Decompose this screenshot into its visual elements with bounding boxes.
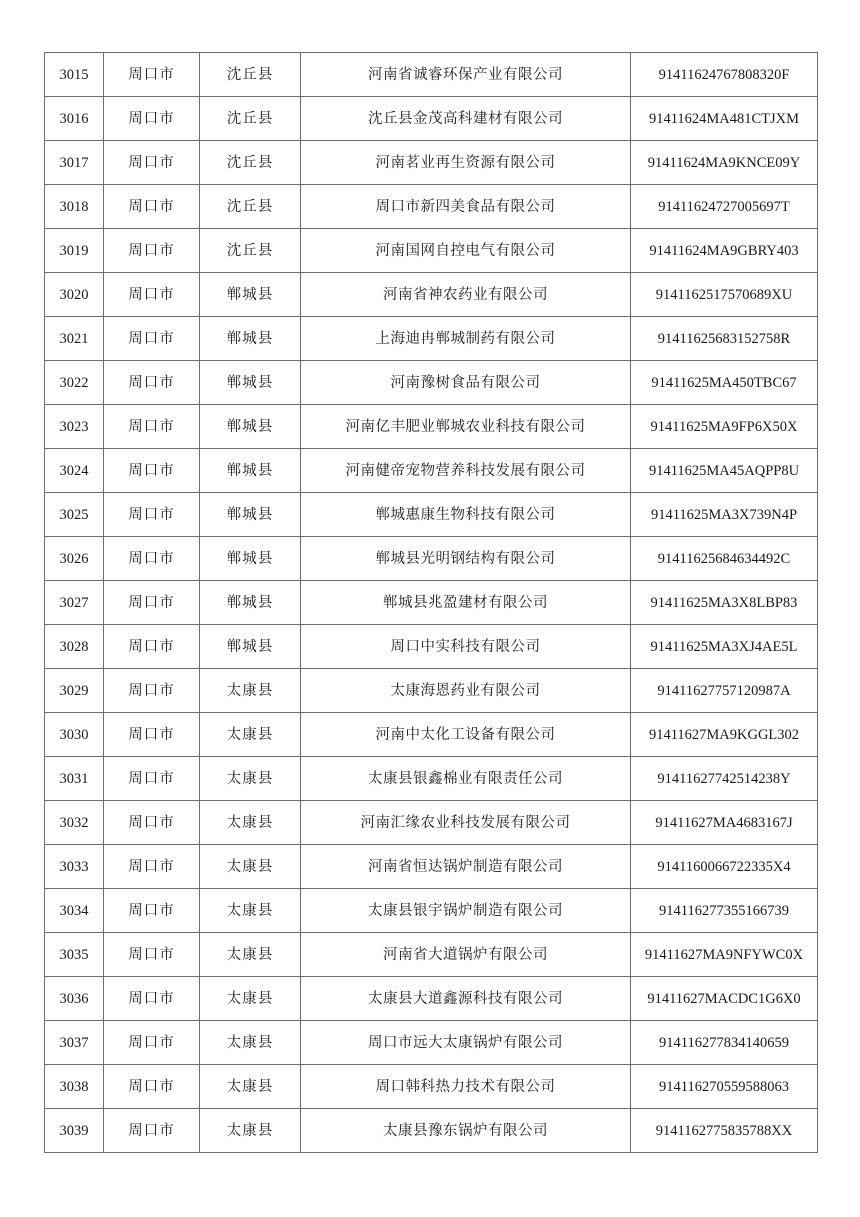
city-cell: 周口市: [104, 185, 200, 229]
company-name-cell: 河南亿丰肥业郸城农业科技有限公司: [301, 405, 631, 449]
table-row: [45, 53, 818, 97]
county-cell: 郸城县: [200, 449, 301, 493]
table-row: [45, 229, 818, 273]
county-cell: 沈丘县: [200, 53, 301, 97]
city-cell: 周口市: [104, 581, 200, 625]
county-cell: 郸城县: [200, 361, 301, 405]
company-name-cell: 郸城县兆盈建材有限公司: [301, 581, 631, 625]
serial-number-cell: 3034: [45, 889, 104, 933]
city-cell: 周口市: [104, 273, 200, 317]
credit-code-cell: 9141162775835788XX: [631, 1109, 818, 1153]
county-cell: 沈丘县: [200, 97, 301, 141]
table-row: [45, 977, 818, 1021]
credit-code-cell: 91411627MACDC1G6X0: [631, 977, 818, 1021]
company-name-cell: 太康县银鑫棉业有限责任公司: [301, 757, 631, 801]
company-name-cell: 太康县银宇锅炉制造有限公司: [301, 889, 631, 933]
credit-code-cell: 914116270559588063: [631, 1065, 818, 1109]
credit-code-cell: 91411625MA3X739N4P: [631, 493, 818, 537]
serial-number-cell: 3027: [45, 581, 104, 625]
serial-number-cell: 3023: [45, 405, 104, 449]
table-row: [45, 1021, 818, 1065]
table-row: [45, 801, 818, 845]
city-cell: 周口市: [104, 757, 200, 801]
credit-code-cell: 91411625MA9FP6X50X: [631, 405, 818, 449]
table-row: [45, 581, 818, 625]
serial-number-cell: 3026: [45, 537, 104, 581]
company-name-cell: 河南健帝宠物营养科技发展有限公司: [301, 449, 631, 493]
county-cell: 太康县: [200, 845, 301, 889]
credit-code-cell: 914116277355166739: [631, 889, 818, 933]
table-row: [45, 317, 818, 361]
credit-code-cell: 91411625683152758R: [631, 317, 818, 361]
serial-number-cell: 3036: [45, 977, 104, 1021]
serial-number-cell: 3030: [45, 713, 104, 757]
city-cell: 周口市: [104, 405, 200, 449]
city-cell: 周口市: [104, 669, 200, 713]
serial-number-cell: 3018: [45, 185, 104, 229]
table-row: [45, 845, 818, 889]
enterprise-table: [44, 52, 818, 1153]
company-name-cell: 沈丘县金茂高科建材有限公司: [301, 97, 631, 141]
credit-code-cell: 91411624MA9KNCE09Y: [631, 141, 818, 185]
company-name-cell: 郸城县光明钢结构有限公司: [301, 537, 631, 581]
table-body: [45, 53, 818, 1153]
credit-code-cell: 91411627MA4683167J: [631, 801, 818, 845]
city-cell: 周口市: [104, 977, 200, 1021]
serial-number-cell: 3024: [45, 449, 104, 493]
company-name-cell: 河南中太化工设备有限公司: [301, 713, 631, 757]
county-cell: 沈丘县: [200, 141, 301, 185]
company-name-cell: 周口中实科技有限公司: [301, 625, 631, 669]
credit-code-cell: 91411627757120987A: [631, 669, 818, 713]
table-row: [45, 185, 818, 229]
city-cell: 周口市: [104, 889, 200, 933]
county-cell: 郸城县: [200, 405, 301, 449]
company-name-cell: 河南省神农药业有限公司: [301, 273, 631, 317]
credit-code-cell: 91411625MA3XJ4AE5L: [631, 625, 818, 669]
company-name-cell: 周口市远大太康锅炉有限公司: [301, 1021, 631, 1065]
table-row: [45, 273, 818, 317]
credit-code-cell: 914116277834140659: [631, 1021, 818, 1065]
company-name-cell: 河南省恒达锅炉制造有限公司: [301, 845, 631, 889]
city-cell: 周口市: [104, 537, 200, 581]
county-cell: 郸城县: [200, 493, 301, 537]
credit-code-cell: 9141162517570689XU: [631, 273, 818, 317]
table-row: [45, 537, 818, 581]
table-row: [45, 449, 818, 493]
serial-number-cell: 3020: [45, 273, 104, 317]
county-cell: 太康县: [200, 1065, 301, 1109]
credit-code-cell: 91411625MA3X8LBP83: [631, 581, 818, 625]
county-cell: 太康县: [200, 757, 301, 801]
serial-number-cell: 3016: [45, 97, 104, 141]
serial-number-cell: 3022: [45, 361, 104, 405]
table-row: [45, 757, 818, 801]
county-cell: 郸城县: [200, 317, 301, 361]
county-cell: 太康县: [200, 669, 301, 713]
company-name-cell: 河南省诚睿环保产业有限公司: [301, 53, 631, 97]
serial-number-cell: 3029: [45, 669, 104, 713]
credit-code-cell: 91411627MA9KGGL302: [631, 713, 818, 757]
city-cell: 周口市: [104, 1065, 200, 1109]
serial-number-cell: 3039: [45, 1109, 104, 1153]
credit-code-cell: 91411625684634492C: [631, 537, 818, 581]
serial-number-cell: 3033: [45, 845, 104, 889]
serial-number-cell: 3032: [45, 801, 104, 845]
serial-number-cell: 3038: [45, 1065, 104, 1109]
city-cell: 周口市: [104, 1109, 200, 1153]
county-cell: 郸城县: [200, 581, 301, 625]
credit-code-cell: 91411627742514238Y: [631, 757, 818, 801]
credit-code-cell: 91411627MA9NFYWC0X: [631, 933, 818, 977]
serial-number-cell: 3031: [45, 757, 104, 801]
table-row: [45, 493, 818, 537]
serial-number-cell: 3025: [45, 493, 104, 537]
city-cell: 周口市: [104, 933, 200, 977]
serial-number-cell: 3037: [45, 1021, 104, 1065]
table-row: [45, 141, 818, 185]
company-name-cell: 郸城惠康生物科技有限公司: [301, 493, 631, 537]
city-cell: 周口市: [104, 845, 200, 889]
credit-code-cell: 91411624767808320F: [631, 53, 818, 97]
serial-number-cell: 3021: [45, 317, 104, 361]
city-cell: 周口市: [104, 229, 200, 273]
table-row: [45, 405, 818, 449]
company-name-cell: 河南汇缘农业科技发展有限公司: [301, 801, 631, 845]
credit-code-cell: 91411624MA9GBRY403: [631, 229, 818, 273]
city-cell: 周口市: [104, 1021, 200, 1065]
company-name-cell: 周口市新四美食品有限公司: [301, 185, 631, 229]
serial-number-cell: 3028: [45, 625, 104, 669]
county-cell: 太康县: [200, 1021, 301, 1065]
table-row: [45, 889, 818, 933]
city-cell: 周口市: [104, 449, 200, 493]
table-row: [45, 713, 818, 757]
county-cell: 太康县: [200, 801, 301, 845]
table-row: [45, 625, 818, 669]
city-cell: 周口市: [104, 317, 200, 361]
city-cell: 周口市: [104, 801, 200, 845]
company-name-cell: 河南茗业再生资源有限公司: [301, 141, 631, 185]
county-cell: 郸城县: [200, 273, 301, 317]
serial-number-cell: 3019: [45, 229, 104, 273]
city-cell: 周口市: [104, 713, 200, 757]
company-name-cell: 周口韩科热力技术有限公司: [301, 1065, 631, 1109]
company-name-cell: 太康海恩药业有限公司: [301, 669, 631, 713]
county-cell: 郸城县: [200, 625, 301, 669]
table-row: [45, 933, 818, 977]
credit-code-cell: 91411624MA481CTJXM: [631, 97, 818, 141]
table-row: [45, 361, 818, 405]
county-cell: 沈丘县: [200, 185, 301, 229]
city-cell: 周口市: [104, 53, 200, 97]
table-row: [45, 1065, 818, 1109]
credit-code-cell: 9141160066722335X4: [631, 845, 818, 889]
serial-number-cell: 3017: [45, 141, 104, 185]
company-name-cell: 河南国网自控电气有限公司: [301, 229, 631, 273]
city-cell: 周口市: [104, 493, 200, 537]
serial-number-cell: 3035: [45, 933, 104, 977]
table-row: [45, 97, 818, 141]
county-cell: 太康县: [200, 1109, 301, 1153]
table-row: [45, 1109, 818, 1153]
city-cell: 周口市: [104, 625, 200, 669]
company-name-cell: 太康县豫东锅炉有限公司: [301, 1109, 631, 1153]
city-cell: 周口市: [104, 361, 200, 405]
table-row: [45, 669, 818, 713]
county-cell: 太康县: [200, 933, 301, 977]
credit-code-cell: 91411625MA45AQPP8U: [631, 449, 818, 493]
credit-code-cell: 91411624727005697T: [631, 185, 818, 229]
city-cell: 周口市: [104, 97, 200, 141]
county-cell: 太康县: [200, 977, 301, 1021]
county-cell: 太康县: [200, 713, 301, 757]
city-cell: 周口市: [104, 141, 200, 185]
credit-code-cell: 91411625MA450TBC67: [631, 361, 818, 405]
county-cell: 沈丘县: [200, 229, 301, 273]
company-name-cell: 太康县大道鑫源科技有限公司: [301, 977, 631, 1021]
company-name-cell: 河南豫树食品有限公司: [301, 361, 631, 405]
company-name-cell: 河南省大道锅炉有限公司: [301, 933, 631, 977]
serial-number-cell: 3015: [45, 53, 104, 97]
county-cell: 郸城县: [200, 537, 301, 581]
company-name-cell: 上海迪冉郸城制药有限公司: [301, 317, 631, 361]
county-cell: 太康县: [200, 889, 301, 933]
